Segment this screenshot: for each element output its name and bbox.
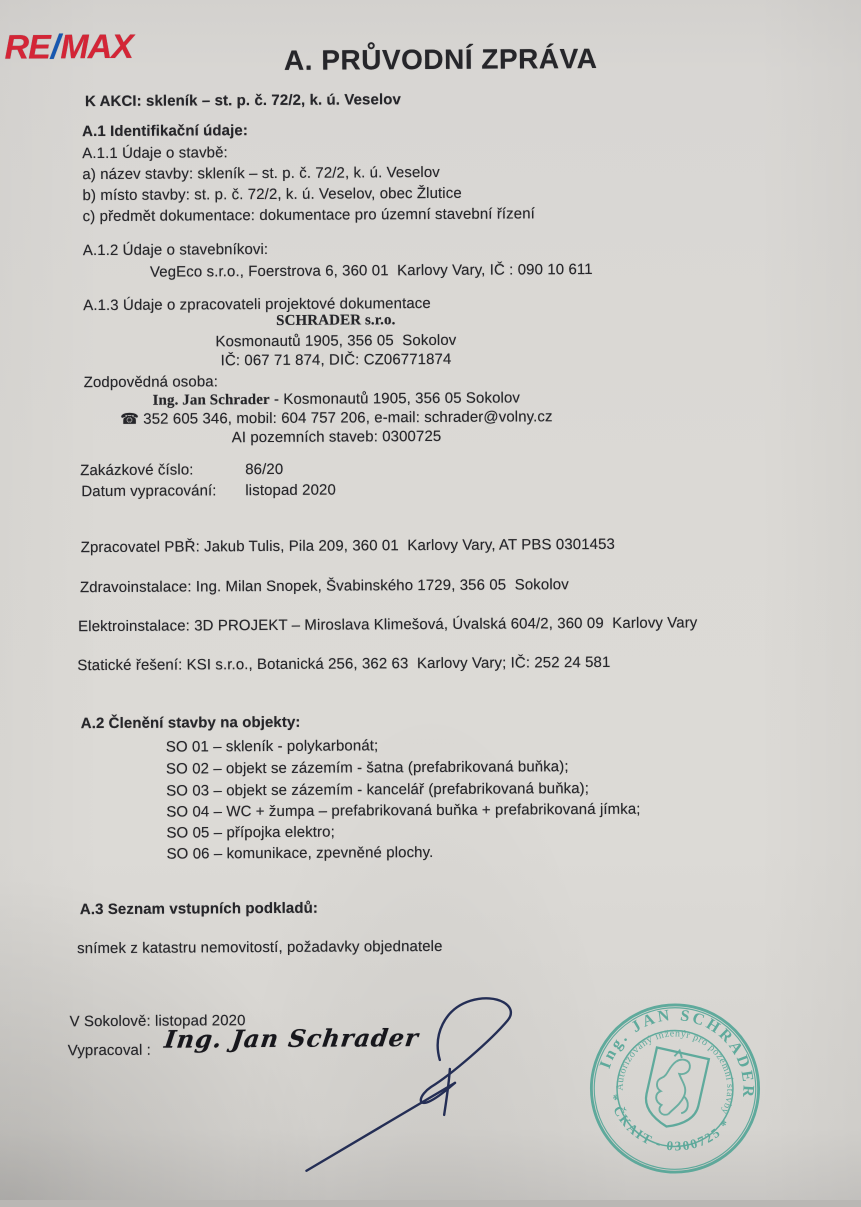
stamp-ckait-arc: * ČKAIT - 0300725 * bbox=[605, 1092, 734, 1154]
logo-slash-icon: / bbox=[50, 28, 60, 67]
company-address: Kosmonautů 1905, 356 05 Sokolov bbox=[215, 331, 457, 351]
lion-emblem-icon bbox=[651, 1047, 700, 1119]
page-subtitle: K AKCI: skleník – st. p. č. 72/2, k. ú. Veselov bbox=[84, 91, 401, 111]
stamp-name-arc: Ing. JAN SCHRADER bbox=[596, 1006, 757, 1101]
order-date-value: listopad 2020 bbox=[245, 481, 336, 500]
contributor-staticke-reseni: Statické řešení: KSI s.r.o., Botanická 256, 362 63 Karlovy Vary; IČ: 252 24 581 bbox=[77, 653, 611, 675]
so-item-02: SO 02 – objekt se zázemím - šatna (prefabrikovaná buňka); bbox=[165, 758, 569, 778]
heading-a1: A.1 Identifikační údaje: bbox=[82, 122, 248, 141]
place-date-line: V Sokolově: listopad 2020 bbox=[69, 1012, 246, 1031]
contributor-pbr: Zpracovatel PBŘ: Jakub Tulis, Pila 209, 360 01 Karlovy Vary, AT PBS 0301453 bbox=[80, 535, 615, 557]
signature-ink bbox=[282, 991, 543, 1188]
heading-a12: A.1.2 Údaje o stavebníkovi: bbox=[82, 240, 269, 260]
heading-a11: A.1.1 Údaje o stavbě: bbox=[82, 144, 228, 163]
prepared-by-label: Vypracoval : bbox=[67, 1041, 151, 1060]
prepared-by-handwritten-name: Ing. Jan Schrader bbox=[162, 1023, 421, 1054]
company-name: SCHRADER s.r.o. bbox=[276, 312, 396, 329]
responsible-label: Zodpovědná osoba: bbox=[83, 373, 219, 392]
heading-a3: A.3 Seznam vstupních podkladů: bbox=[79, 899, 318, 919]
responsible-rest: - Kosmonautů 1905, 356 05 Sokolov bbox=[269, 389, 521, 408]
heading-a2: A.2 Členění stavby na objekty: bbox=[80, 713, 301, 733]
so-item-01: SO 01 – skleník - polykarbonát; bbox=[165, 737, 379, 756]
responsible-name: Ing. Jan Schrader bbox=[152, 391, 270, 409]
svg-text:* ČKAIT - 0300725 * bbox=[597, 1090, 736, 1166]
company-ids: IČ: 067 71 874, DIČ: CZ06771874 bbox=[220, 350, 452, 370]
a3-body: snímek z katastru nemovitostí, požadavky objednatele bbox=[77, 937, 443, 958]
a11-item-b: b) místo stavby: st. p. č. 72/2, k. ú. Veselov, obec Žlutice bbox=[82, 184, 462, 205]
order-date-label: Datum vypracování: bbox=[81, 482, 217, 501]
a12-value: VegEco s.r.o., Foerstrova 6, 360 01 Karlovy Vary, IČ : 090 10 611 bbox=[149, 261, 593, 281]
order-number-value: 86/20 bbox=[245, 460, 284, 479]
contributor-zdravoinstalace: Zdravoinstalace: Ing. Milan Snopek, Švabinského 1729, 356 05 Sokolov bbox=[79, 576, 569, 597]
logo-re: RE bbox=[4, 28, 50, 67]
a11-item-a: a) název stavby: skleník – st. p. č. 72/2, k. ú. Veselov bbox=[82, 163, 440, 184]
so-item-04: SO 04 – WC + žumpa – prefabrikovaná buňka + prefabrikovaná jímka; bbox=[166, 800, 641, 821]
so-item-05: SO 05 – přípojka elektro; bbox=[166, 823, 335, 842]
contributor-elektroinstalace: Elektroinstalace: 3D PROJEKT – Miroslava Klimešová, Úvalská 604/2, 360 09 Karlovy Vary bbox=[78, 614, 698, 636]
heading-a13: A.1.3 Údaje o zpracovateli projektové dokumentace bbox=[83, 294, 431, 315]
a11-item-c: c) předmět dokumentace: dokumentace pro územní stavební řízení bbox=[82, 205, 535, 226]
phone-line: ☎ 352 605 346, mobil: 604 757 206, e-mail: schrader@volny.cz bbox=[120, 408, 553, 428]
stamp-title-arc: Autorizovaný inženýr pro pozemní stavby bbox=[614, 1028, 736, 1117]
ai-authorization-line: AI pozemních staveb: 0300725 bbox=[231, 427, 442, 447]
logo-max: MAX bbox=[60, 27, 133, 67]
so-item-03: SO 03 – objekt se zázemím - kancelář (prefabrikovaná buňka); bbox=[166, 780, 590, 800]
authorization-stamp bbox=[561, 975, 788, 1202]
order-number-label: Zakázkové číslo: bbox=[80, 461, 194, 480]
page-title: A. PRŮVODNÍ ZPRÁVA bbox=[283, 42, 598, 76]
so-item-06: SO 06 – komunikace, zpevněné plochy. bbox=[166, 843, 434, 863]
